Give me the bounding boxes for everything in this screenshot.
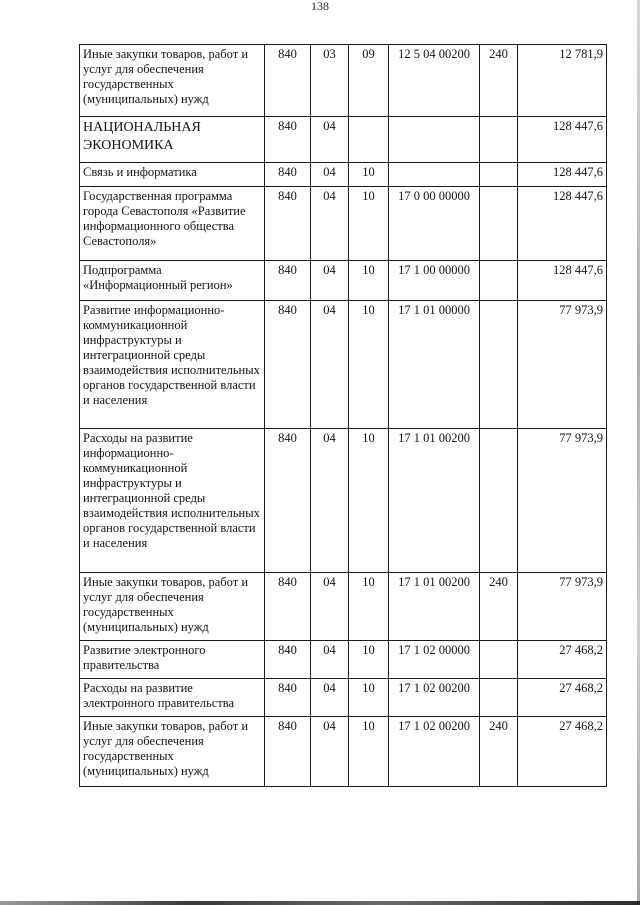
row-name: Расходы на развитие электронного правительства [80,679,265,717]
row-amount: 128 447,6 [518,187,607,261]
row-ministry-code: 840 [265,45,311,117]
row-expense-type-code [480,261,518,301]
row-name: Государственная программа города Севастополя «Развитие информационного общества Севастополя» [80,187,265,261]
row-amount: 27 468,2 [518,679,607,717]
row-amount: 77 973,9 [518,301,607,429]
row-section-code: 04 [311,117,349,163]
row-target-code: 17 1 01 00200 [389,429,480,573]
row-section-code: 04 [311,187,349,261]
table-row [80,301,607,429]
row-subsection-code: 10 [349,187,389,261]
row-subsection-code: 10 [349,717,389,787]
row-section-code: 04 [311,641,349,679]
scan-bottom-edge [0,901,640,905]
table-row [80,717,607,787]
row-subsection-code [349,117,389,163]
row-section-code: 04 [311,163,349,187]
row-ministry-code: 840 [265,301,311,429]
table-row [80,117,607,163]
row-ministry-code: 840 [265,163,311,187]
row-ministry-code: 840 [265,261,311,301]
row-target-code [389,117,480,163]
row-amount: 77 973,9 [518,429,607,573]
row-target-code: 12 5 04 00200 [389,45,480,117]
row-target-code: 17 1 01 00200 [389,573,480,641]
row-target-code: 17 0 00 00000 [389,187,480,261]
row-amount: 128 447,6 [518,117,607,163]
table-row [80,187,607,261]
row-amount: 27 468,2 [518,717,607,787]
row-expense-type-code: 240 [480,717,518,787]
row-expense-type-code [480,187,518,261]
row-target-code: 17 1 02 00200 [389,717,480,787]
row-amount: 77 973,9 [518,573,607,641]
row-amount: 12 781,9 [518,45,607,117]
row-expense-type-code [480,429,518,573]
row-target-code: 17 1 00 00000 [389,261,480,301]
row-subsection-code: 09 [349,45,389,117]
row-expense-type-code: 240 [480,45,518,117]
row-expense-type-code [480,641,518,679]
row-amount: 128 447,6 [518,163,607,187]
row-subsection-code: 10 [349,261,389,301]
table-row [80,641,607,679]
row-subsection-code: 10 [349,641,389,679]
row-ministry-code: 840 [265,429,311,573]
row-section-code: 04 [311,261,349,301]
row-subsection-code: 10 [349,573,389,641]
row-name: Расходы на развитие информационно-коммуникационной инфраструктуры и интеграционной среды взаимодействия исполнительных органов государственной власти и населения [80,429,265,573]
row-ministry-code: 840 [265,717,311,787]
row-target-code [389,163,480,187]
row-expense-type-code [480,679,518,717]
row-section-code: 04 [311,717,349,787]
row-name: Иные закупки товаров, работ и услуг для обеспечения государственных (муниципальных) нужд [80,717,265,787]
table-row [80,429,607,573]
row-subsection-code: 10 [349,429,389,573]
budget-table-body [80,45,607,787]
row-ministry-code: 840 [265,573,311,641]
row-name-text: НАЦИОНАЛЬНАЯ ЭКОНОМИКА [83,120,201,153]
row-ministry-code: 840 [265,641,311,679]
row-expense-type-code [480,301,518,429]
row-section-code: 04 [311,301,349,429]
row-subsection-code: 10 [349,163,389,187]
table-row [80,679,607,717]
table-row [80,45,607,117]
row-ministry-code: 840 [265,679,311,717]
row-name: Подпрограмма «Информационный регион» [80,261,265,301]
row-section-code: 04 [311,429,349,573]
row-name: Связь и информатика [80,163,265,187]
row-amount: 128 447,6 [518,261,607,301]
page-number: 138 [311,0,329,13]
row-name: Иные закупки товаров, работ и услуг для обеспечения государственных (муниципальных) нужд [80,45,265,117]
row-expense-type-code: 240 [480,573,518,641]
row-target-code: 17 1 02 00200 [389,679,480,717]
table-row [80,261,607,301]
row-section-code: 04 [311,679,349,717]
row-ministry-code: 840 [265,117,311,163]
row-amount: 27 468,2 [518,641,607,679]
row-section-code: 03 [311,45,349,117]
row-expense-type-code [480,117,518,163]
row-name: Развитие электронного правительства [80,641,265,679]
table-row [80,163,607,187]
row-expense-type-code [480,163,518,187]
row-ministry-code: 840 [265,187,311,261]
row-target-code: 17 1 01 00000 [389,301,480,429]
row-name: Развитие информационно-коммуникационной инфраструктуры и интеграционной среды взаимодействия исполнительных органов государственной власти и населения [80,301,265,429]
row-subsection-code: 10 [349,679,389,717]
row-section-code: 04 [311,573,349,641]
table-row [80,573,607,641]
budget-table [79,44,607,787]
row-target-code: 17 1 02 00000 [389,641,480,679]
row-subsection-code: 10 [349,301,389,429]
row-name [80,117,265,163]
row-name: Иные закупки товаров, работ и услуг для обеспечения государственных (муниципальных) нужд [80,573,265,641]
